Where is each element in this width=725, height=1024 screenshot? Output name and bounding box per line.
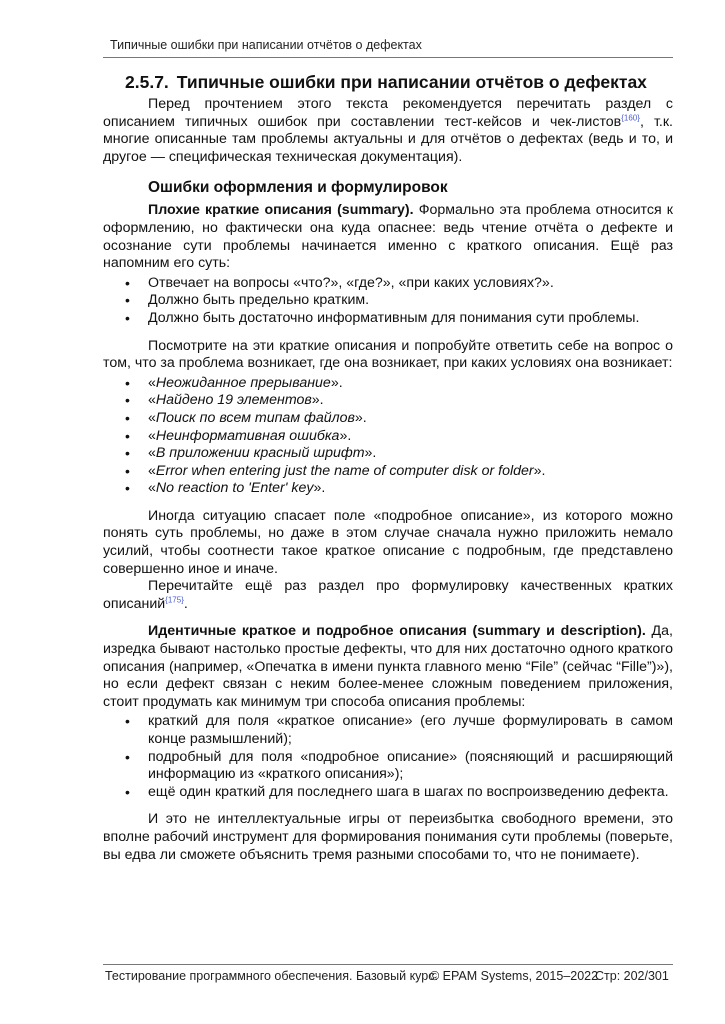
header-divider	[103, 57, 673, 58]
subsection-heading: Ошибки оформления и формулировок	[148, 179, 448, 197]
examples-intro-paragraph: Посмотрите на эти краткие описания и попробуйте ответить себе на вопрос о том, что за проблема возникает, где она возникает, при каких условиях она возникает:	[103, 337, 673, 372]
bold-lead: Идентичные краткое и подробное описания (summary и description).	[148, 623, 646, 640]
list-item: • ещё один краткий для последнего шага в шагах по воспроизведению дефекта.	[103, 784, 673, 802]
reference-link[interactable]: {160}	[621, 112, 640, 122]
list-item: • «Error when entering just the name of computer disk or folder».	[103, 463, 673, 481]
intro-paragraph: Перед прочтением этого текста рекомендуется перечитать раздел с описанием типичных ошибок при составлении тест-кейсов и чек-листов$^{\{160\}}$, т.к. многие описанные там проблемы актуальны и для отчётов о дефектах (ведь и то, и другое — специфическая техническая документация).	[103, 96, 673, 165]
description-ways-list	[103, 713, 673, 801]
summary-properties-list	[103, 275, 673, 328]
footer-book-title: Тестирование программного обеспечения. Базовый курс.	[105, 969, 438, 983]
reread-paragraph: Перечитайте ещё раз раздел про формулировку качественных кратких описаний$^{\{175\}}$.	[103, 578, 673, 612]
running-header: Типичные ошибки при написании отчётов о дефектах	[110, 38, 422, 52]
bad-summary-paragraph: Плохие краткие описания (summary). Формально эта проблема относится к оформлению, но фактически она куда опаснее: ведь чтение отчёта о дефекте и осознание сути проблемы начинается именно с краткого описания. Ещё раз напомним его суть:	[103, 202, 673, 272]
list-item: • «No reaction to 'Enter' key».	[103, 480, 673, 498]
identical-paragraph: Идентичные краткое и подробное описания (summary и description). Да, изредка бывают настолько простые дефекты, что для них достаточно одного краткого описания (например, «Опечатка в имени пункта главного меню “File” (сейчас “Fille”)»), но если дефект связан с неким более-менее сложным поведением приложения, стоит продумать как минимум три способа описания проблемы:	[103, 623, 673, 710]
list-item: • «Неинформативная ошибка».	[103, 428, 673, 446]
list-item: • краткий для поля «краткое описание» (его лучше формулировать в самом конце размышлений);	[103, 713, 673, 748]
section-number: 2.5.7.	[125, 72, 169, 92]
footer-copyright: © EPAM Systems, 2015–2022	[430, 969, 599, 983]
list-item: • «Неожиданное прерывание».	[103, 375, 673, 393]
bold-lead: Плохие краткие описания (summary).	[148, 202, 414, 219]
bad-examples-list	[103, 375, 673, 498]
sometimes-paragraph: Иногда ситуацию спасает поле «подробное описание», из которого можно понять суть проблемы, но даже в этом случае сначала нужно приложить немало усилий, чтобы соотнести такое краткое описание с подробным, где представлено совершенно иное и иначе.	[103, 507, 673, 577]
list-item: • подробный для поля «подробное описание» (поясняющий и расширяющий информацию из «краткого описания»);	[103, 749, 673, 784]
page-content	[103, 72, 673, 864]
section-heading	[125, 72, 673, 93]
list-item: • Должно быть достаточно информативным для понимания сути проблемы.	[103, 310, 673, 328]
section-title: Типичные ошибки при написании отчётов о дефектах	[176, 72, 647, 92]
list-item: • Должно быть предельно кратким.	[103, 292, 673, 310]
list-item: • «Поиск по всем типам файлов».	[103, 410, 673, 428]
list-item: • «В приложении красный шрифт».	[103, 445, 673, 463]
list-item: • Отвечает на вопросы «что?», «где?», «при каких условиях?».	[103, 275, 673, 293]
closing-paragraph: И это не интеллектуальные игры от переизбытка свободного времени, это вполне рабочий инструмент для формирования понимания сути проблемы (поверьте, вы едва ли сможете объяснить тремя разными способами то, что не понимаете).	[103, 811, 673, 863]
list-item: • «Найдено 19 элементов».	[103, 392, 673, 410]
reference-link[interactable]: {175}	[165, 595, 184, 605]
footer-page-number: Стр: 202/301	[595, 969, 669, 983]
footer-divider	[103, 964, 673, 965]
